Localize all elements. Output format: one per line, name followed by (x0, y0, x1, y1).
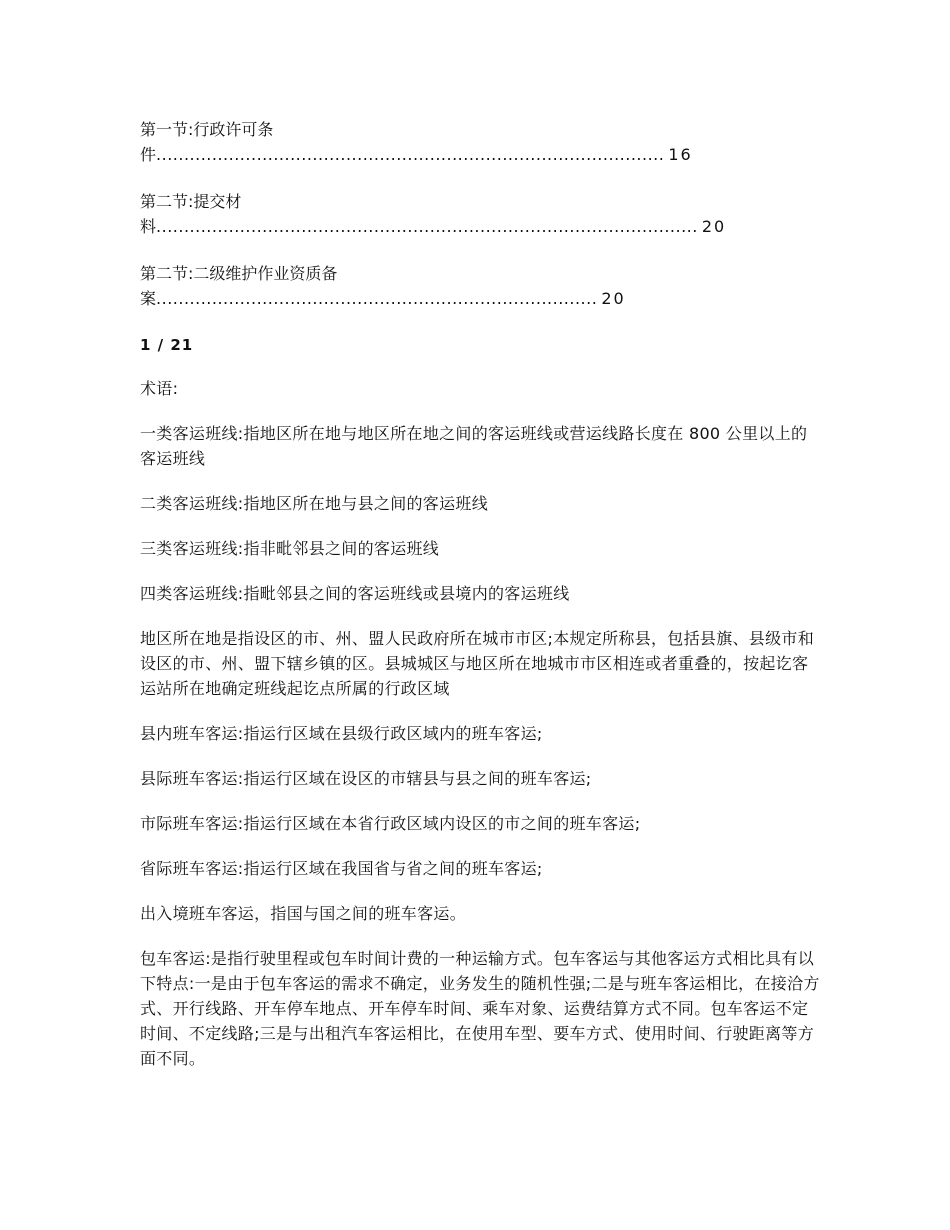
toc-entry (140, 261, 820, 311)
toc-tail: 件 (140, 145, 157, 164)
toc-entry (140, 117, 820, 167)
terms-heading: 术语: (140, 379, 179, 398)
paragraph: 县内班车客运:指运行区域在县级行政区域内的班车客运; (140, 724, 543, 743)
toc-title: 第二节:二级维护作业资质备 (140, 264, 338, 283)
document-body (140, 117, 820, 1091)
paragraph: 省际班车客运:指运行区域在我国省与省之间的班车客运; (140, 859, 543, 878)
toc-leader-line (140, 142, 820, 167)
toc-leader: ............................................................................... (156, 289, 598, 308)
toc-leader: ................................................................................................. (156, 217, 698, 236)
paragraph: 出入境班车客运，指国与国之间的班车客运。 (140, 904, 467, 923)
toc-title: 第一节:行政许可条 (140, 120, 274, 139)
toc-leader-line (140, 286, 820, 311)
paragraph: 市际班车客运:指运行区域在本省行政区域内设区的市之间的班车客运; (140, 814, 641, 833)
paragraph: 一类客运班线:指地区所在地与地区所在地之间的客运班线或营运线路长度在 800 公里以上的客运班线 (140, 424, 808, 468)
paragraph: 四类客运班线:指毗邻县之间的客运班线或县境内的客运班线 (140, 584, 570, 603)
toc-page: 20 (601, 289, 626, 308)
toc-tail: 料 (140, 217, 157, 236)
toc-leader-line (140, 214, 820, 239)
paragraph: 二类客运班线:指地区所在地与县之间的客运班线 (140, 494, 488, 513)
toc-page: 16 (668, 145, 693, 164)
toc-tail: 案 (140, 289, 157, 308)
paragraph: 地区所在地是指设区的市、州、盟人民政府所在城市市区;本规定所称县，包括县旗、县级市和设区的市、州、盟下辖乡镇的区。县城城区与地区所在地城市市区相连或者重叠的，按起讫客运站所在地确定班线起讫点所属的行政区域 (140, 629, 814, 698)
paragraph: 县际班车客运:指运行区域在设区的市辖县与县之间的班车客运; (140, 769, 592, 788)
page-number: 1 / 21 (140, 336, 194, 354)
toc-title: 第二节:提交材 (140, 192, 242, 211)
toc-leader: ........................................................................................... (156, 145, 665, 164)
paragraph: 三类客运班线:指非毗邻县之间的客运班线 (140, 539, 440, 558)
paragraph: 包车客运:是指行驶里程或包车时间计费的一种运输方式。包车客运与其他客运方式相比具有以下特点:一是由于包车客运的需求不确定，业务发生的随机性强;二是与班车客运相比，在接洽方式、开行线路、开车停车地点、开车停车时间、乘车对象、运费结算方式不同。包车客运不定时间、不定线路;三是与出租汽车客运相比，在使用车型、要车方式、使用时间、行驶距离等方面不同。 (140, 949, 820, 1068)
toc-entry (140, 189, 820, 239)
toc-page: 20 (701, 217, 727, 236)
